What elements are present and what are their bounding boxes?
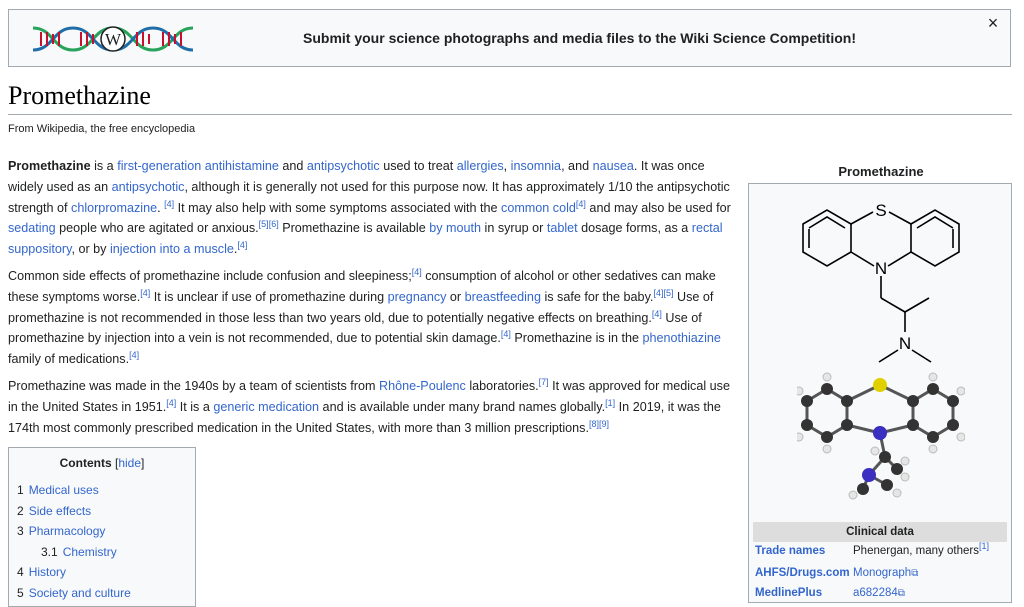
link-by-mouth[interactable]: by mouth	[429, 221, 482, 236]
link-sedating[interactable]: sedating	[8, 221, 56, 236]
close-banner-icon[interactable]: ×	[987, 13, 999, 33]
atom-nitrogen-ring: N	[874, 259, 888, 278]
text: people who are agitated or anxious.	[55, 221, 259, 236]
ref-link[interactable]: [4]	[653, 287, 664, 298]
text: used to treat	[379, 159, 457, 173]
ref-link[interactable]: [6]	[268, 219, 279, 230]
text: consumption of alcohol or other sedatives can make these symptoms worse.	[8, 268, 716, 304]
link-breastfeeding[interactable]: breastfeeding	[464, 289, 541, 304]
banner-message[interactable]: Submit your science photographs and media files to the Wiki Science Competition!	[303, 30, 856, 46]
trade-names-value: Phenergan, many others	[853, 545, 979, 557]
ref-link[interactable]: [4]	[164, 198, 175, 209]
text: .	[233, 242, 238, 257]
skeletal-formula-image[interactable]	[797, 194, 965, 369]
article-body	[8, 156, 740, 444]
toc-number: 5	[17, 585, 24, 600]
toc-link[interactable]: Society and culture	[28, 585, 131, 600]
medlineplus-link[interactable]: a682284	[853, 587, 898, 599]
atom-sulfur: S	[875, 201, 887, 220]
text: is safe for the baby.	[540, 289, 654, 304]
text: or	[446, 289, 465, 304]
text: , and	[561, 159, 593, 173]
link-antipsychotic-2[interactable]: antipsychotic	[111, 179, 185, 194]
ref-link[interactable]: [9]	[599, 418, 610, 429]
infobox-label[interactable]: Trade names	[755, 545, 826, 557]
external-link-icon: ⧉	[911, 568, 919, 579]
text: Promethazine is in the	[510, 331, 643, 346]
toc-hide-toggle[interactable]: hide	[118, 456, 141, 470]
text: .	[157, 200, 165, 215]
page-title: Promethazine	[8, 81, 151, 110]
paragraph-side-effects	[8, 266, 740, 370]
ref-link[interactable]: [4]	[140, 287, 151, 298]
monograph-link[interactable]: Monograph	[853, 567, 912, 579]
text: family of medications.	[8, 352, 130, 367]
text: It is a	[176, 399, 214, 414]
ref-link[interactable]: [7]	[538, 376, 549, 387]
ref-link[interactable]: [5]	[258, 219, 269, 230]
toc-item-history[interactable]	[17, 562, 187, 583]
paragraph-history	[8, 376, 740, 438]
toc-link[interactable]: Side effects	[28, 503, 92, 518]
link-first-generation-antihistamine[interactable]: first-generation antihistamine	[117, 159, 279, 173]
ref-link[interactable]: [8]	[588, 418, 599, 429]
ref-link[interactable]: [4]	[575, 198, 586, 209]
text: Promethazine was made in the 1940s by a team of scientists from	[8, 378, 379, 393]
infobox-value	[853, 587, 905, 599]
link-nausea[interactable]: nausea	[592, 159, 634, 173]
text: It is unclear if use of promethazine during	[150, 289, 388, 304]
link-chlorpromazine[interactable]: chlorpromazine	[71, 200, 158, 215]
toc-link[interactable]: Pharmacology	[28, 524, 106, 538]
text: and may also be used for	[585, 200, 731, 215]
text: Use of promethazine by injection into a vein is not recommended, due to potential skin damage.	[8, 310, 702, 346]
text: in syrup or	[481, 221, 547, 236]
ref-link[interactable]: [1]	[978, 541, 989, 552]
ball-and-stick-model-image[interactable]	[797, 371, 965, 506]
text: , or by	[71, 242, 110, 257]
link-pregnancy[interactable]: pregnancy	[387, 289, 447, 304]
toc-title: Contents	[59, 456, 112, 470]
text: . It was once widely used as an	[8, 159, 705, 194]
infobox-label[interactable]: AHFS/Drugs.com	[755, 567, 850, 579]
toc-item-society-and-culture[interactable]	[17, 583, 187, 604]
infobox-value	[853, 541, 989, 557]
ref-link[interactable]: [4]	[651, 308, 662, 319]
infobox	[748, 183, 1012, 603]
link-rhone-poulenc[interactable]: Rhône-Poulenc	[379, 378, 466, 393]
toc-bracket: [	[111, 456, 119, 470]
ref-link[interactable]: [5]	[663, 287, 674, 298]
text: and is available under many brand names globally.	[319, 399, 606, 414]
text: is a	[90, 159, 118, 173]
ref-link[interactable]: [1]	[605, 397, 616, 408]
ref-link[interactable]: [4]	[166, 397, 177, 408]
infobox-value	[853, 567, 918, 579]
toc-link[interactable]: Chemistry	[62, 544, 117, 559]
text: and	[278, 159, 307, 173]
atom-nitrogen-amine: N	[898, 334, 912, 353]
toc-number: 2	[17, 503, 24, 518]
link-allergies[interactable]: allergies	[456, 159, 504, 173]
text: It may also help with some symptoms associated with the	[174, 200, 502, 215]
toc-item-chemistry[interactable]	[17, 542, 187, 563]
link-common-cold[interactable]: common cold	[501, 200, 576, 215]
toc-item-side-effects[interactable]	[17, 501, 187, 522]
infobox-section-clinical-data: Clinical data	[753, 522, 1007, 542]
table-of-contents	[8, 447, 196, 607]
toc-number: 1	[17, 483, 24, 497]
toc-link[interactable]: Medical uses	[28, 483, 99, 497]
infobox-label[interactable]: MedlinePlus	[755, 587, 823, 599]
science-competition-banner	[8, 9, 1011, 67]
link-antipsychotic[interactable]: antipsychotic	[306, 159, 380, 173]
link-insomnia[interactable]: insomnia	[510, 159, 562, 173]
text: Promethazine is available	[278, 221, 430, 236]
text: It was approved for medical use in the United States in 1951.	[8, 378, 730, 414]
text: In 2019, it was the 174th most commonly prescribed medication in the United States, with more than 3 million prescriptions.	[8, 399, 721, 435]
toc-bracket: ]	[141, 456, 145, 470]
toc-heading	[17, 456, 187, 470]
infobox-title: Promethazine	[838, 164, 924, 179]
text: ,	[503, 159, 511, 173]
ref-link[interactable]: [4]	[500, 329, 511, 340]
toc-number: 4	[17, 565, 24, 579]
paragraph-intro	[8, 156, 740, 260]
toc-link[interactable]: History	[28, 565, 67, 579]
ref-link[interactable]: [4]	[129, 349, 140, 360]
wiki-science-logo-icon[interactable]	[31, 20, 195, 63]
text: dosage forms, as a	[577, 221, 692, 236]
text: Use of promethazine is not recommended in those less than two years old, due to potentially negative effects on breathing.	[8, 289, 714, 325]
link-generic-medication[interactable]: generic medication	[213, 399, 320, 414]
external-link-icon: ⧉	[897, 588, 905, 599]
ref-link[interactable]: [4]	[237, 240, 248, 250]
text: Common side effects of promethazine include confusion and sleepiness;	[8, 268, 412, 283]
title-divider	[8, 114, 1012, 115]
link-phenothiazine[interactable]: phenothiazine	[642, 331, 721, 346]
text: , although it is generally not used for this purpose now. It has approximately 1/10 the antipsychotic strength of	[8, 179, 730, 215]
bold-title: Promethazine	[8, 159, 91, 173]
toc-list	[17, 480, 187, 603]
ref-link[interactable]: [4]	[411, 266, 422, 277]
link-injection-into-muscle[interactable]: injection into a muscle	[109, 242, 234, 257]
toc-item-pharmacology[interactable]	[17, 521, 187, 542]
text: laboratories.	[465, 378, 539, 393]
logo-letter: W	[104, 30, 122, 49]
link-tablet[interactable]: tablet	[546, 221, 578, 236]
toc-number: 3	[17, 524, 24, 538]
toc-number: 3.1	[41, 544, 58, 559]
toc-item-medical-uses[interactable]	[17, 480, 187, 501]
link-rectal-suppository[interactable]: rectal suppository	[8, 221, 723, 257]
tagline: From Wikipedia, the free encyclopedia	[8, 123, 196, 135]
